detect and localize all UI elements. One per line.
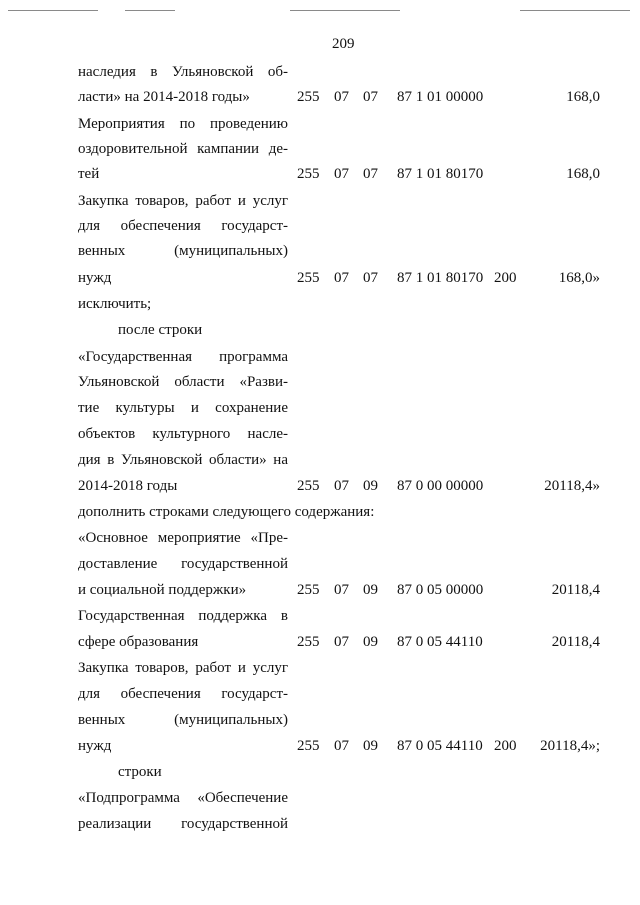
row-text-line: «Государственная программа — [78, 349, 288, 365]
cell-section: 07 — [334, 270, 349, 286]
cell-code: 255 — [297, 270, 320, 286]
row-text-line: 2014-2018 годы — [78, 478, 178, 494]
cell-section: 07 — [334, 738, 349, 754]
row-text-line: доставление государственной — [78, 556, 288, 572]
row-text-line: Ульяновской области «Разви- — [78, 374, 288, 390]
cell-subsection: 07 — [363, 89, 378, 105]
row-text-line: тие культуры и сохранение — [78, 400, 288, 416]
instruction-lines: строки — [118, 764, 162, 780]
instruction-add-lines: дополнить строками следующего содержания: — [78, 504, 375, 520]
row-text-line: оздоровительной кампании де- — [78, 141, 288, 157]
row-text-line: ласти» на 2014-2018 годы» — [78, 89, 250, 105]
scan-artifact — [125, 10, 175, 11]
row-text-line: и социальной поддержки» — [78, 582, 247, 598]
cell-section: 07 — [334, 478, 349, 494]
cell-target: 87 1 01 00000 — [397, 89, 484, 105]
row-text-line: «Подпрограмма «Обеспечение — [78, 790, 288, 806]
cell-target: 87 1 01 80170 — [397, 270, 484, 286]
cell-target: 87 0 05 44110 — [397, 634, 483, 650]
cell-target: 87 0 00 00000 — [397, 478, 484, 494]
cell-code: 255 — [297, 166, 320, 182]
cell-target: 87 0 05 00000 — [397, 582, 484, 598]
cell-sum: 168,0 — [566, 89, 600, 105]
cell-sum: 20118,4 — [551, 582, 600, 598]
cell-subsection: 07 — [363, 270, 378, 286]
row-text-line: нужд — [78, 270, 112, 286]
scan-artifact — [290, 10, 400, 11]
row-text-line: наследия в Ульяновской об- — [78, 64, 288, 80]
cell-expense-type: 200 — [494, 738, 517, 754]
cell-section: 07 — [334, 634, 349, 650]
cell-sum: 20118,4» — [544, 478, 600, 494]
cell-sum: 20118,4»; — [540, 738, 600, 754]
row-text-line: Закупка товаров, работ и услуг — [78, 660, 288, 676]
cell-subsection: 09 — [363, 582, 378, 598]
cell-subsection: 07 — [363, 166, 378, 182]
row-text-line: тей — [78, 166, 100, 182]
cell-subsection: 09 — [363, 738, 378, 754]
page-number: 209 — [332, 36, 355, 52]
instruction-after-line: после строки — [118, 322, 203, 338]
row-text-line: дия в Ульяновской области» на — [78, 452, 288, 468]
cell-code: 255 — [297, 738, 320, 754]
cell-sum: 168,0» — [558, 270, 600, 286]
row-text-line: «Основное мероприятие «Пре- — [78, 530, 288, 546]
scan-artifact — [520, 10, 630, 11]
cell-code: 255 — [297, 89, 320, 105]
cell-sum: 168,0 — [566, 166, 600, 182]
cell-sum: 20118,4 — [551, 634, 600, 650]
row-text-line: для обеспечения государст- — [78, 686, 288, 702]
cell-target: 87 1 01 80170 — [397, 166, 484, 182]
cell-section: 07 — [334, 89, 349, 105]
cell-subsection: 09 — [363, 634, 378, 650]
cell-section: 07 — [334, 166, 349, 182]
scan-artifact — [8, 10, 98, 11]
row-text-line: для обеспечения государст- — [78, 218, 288, 234]
cell-code: 255 — [297, 634, 320, 650]
row-text-line: Государственная поддержка в — [78, 608, 288, 624]
row-text-line: сфере образования — [78, 634, 199, 650]
cell-expense-type: 200 — [494, 270, 517, 286]
row-text-line: Закупка товаров, работ и услуг — [78, 193, 288, 209]
row-text-line: венных (муниципальных) — [78, 243, 288, 259]
row-text-line: реализации государственной — [78, 816, 288, 832]
cell-code: 255 — [297, 582, 320, 598]
cell-target: 87 0 05 44110 — [397, 738, 483, 754]
row-text-line: Мероприятия по проведению — [78, 116, 288, 132]
row-text-line: нужд — [78, 738, 112, 754]
cell-subsection: 09 — [363, 478, 378, 494]
cell-section: 07 — [334, 582, 349, 598]
instruction-exclude: исключить; — [78, 296, 152, 312]
cell-code: 255 — [297, 478, 320, 494]
row-text-line: венных (муниципальных) — [78, 712, 288, 728]
row-text-line: объектов культурного насле- — [78, 426, 288, 442]
